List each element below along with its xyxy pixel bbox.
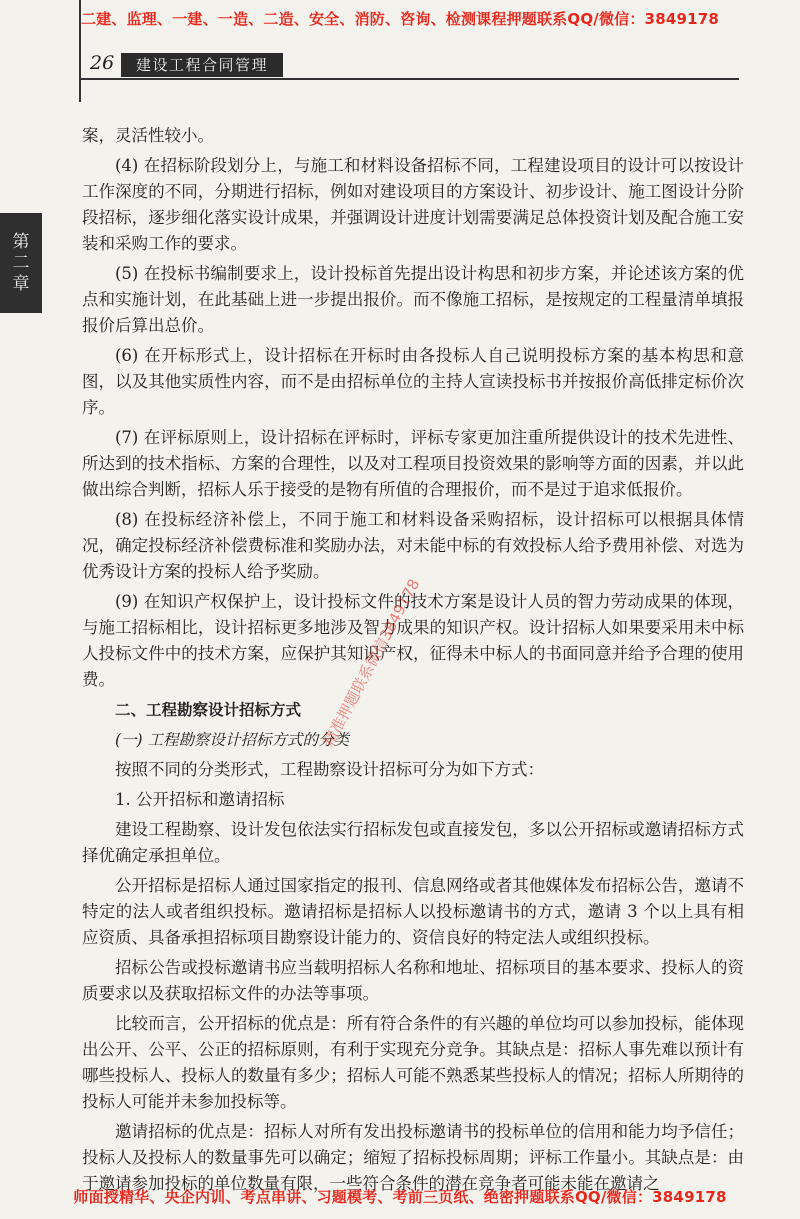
paragraph: 1. 公开招标和邀请招标 xyxy=(115,790,285,809)
section-heading: 二、工程勘察设计招标方式 xyxy=(115,701,302,719)
paragraph: (9) 在知识产权保护上，设计投标文件的技术方案是设计人员的智力劳动成果的体现，与施工招标相比，设计招标更多地涉及智力成果的知识产权。设计招标人如果要采用未中标人投标文件中的技术方案，应保护其知识产权，征得未中标人的书面同意并给予合理的使用费。 xyxy=(82,592,744,689)
paragraph: (6) 在开标形式上，设计招标在开标时由各投标人自己说明投标方案的基本构思和意图，以及其他实质性内容，而不是由招标单位的主持人宣读投标书并按报价高低排定标价次序。 xyxy=(82,346,744,417)
chapter-tab-char: 第 xyxy=(12,231,30,252)
subsection-heading: (一) 工程勘察设计招标方式的分类 xyxy=(115,731,350,749)
paragraph: 按照不同的分类形式，工程勘察设计招标可分为如下方式： xyxy=(115,760,544,779)
header-rule xyxy=(79,78,739,80)
paragraph: 比较而言，公开招标的优点是：所有符合条件的有兴趣的单位均可以参加投标，能体现出公开、公平、公正的招标原则，有利于实现充分竞争。其缺点是：招标人事先难以预计有哪些投标人、投标人的数量有多少；招标人可能不熟悉某些投标人的情况；招标人所期待的投标人可能并未参加投标等。 xyxy=(82,1014,744,1111)
margin-vertical-rule xyxy=(79,0,81,102)
chapter-tab xyxy=(0,213,42,313)
running-header-title: 建设工程合同管理 xyxy=(121,53,283,77)
top-banner: 二建、监理、一建、一造、二造、安全、消防、咨询、检测课程押题联系QQ/微信：3849178 xyxy=(80,10,720,28)
paragraph: (7) 在评标原则上，设计招标在评标时，评标专家更加注重所提供设计的技术先进性、所达到的技术指标、方案的合理性，以及对工程项目投资效果的影响等方面的因素，并以此做出综合判断，招标人乐于接受的是物有所值的合理报价，而不是过于追求低报价。 xyxy=(82,428,744,499)
paragraph: (5) 在投标书编制要求上，设计投标首先提出设计构思和初步方案，并论述该方案的优点和实施计划，在此基础上进一步提出报价。而不像施工招标，是按规定的工程量清单填报报价后算出总价。 xyxy=(82,264,744,335)
chapter-tab-char: 章 xyxy=(12,273,30,294)
page-number: 26 xyxy=(90,52,115,74)
paragraph: 招标公告或投标邀请书应当载明招标人名称和地址、招标项目的基本要求、投标人的资质要求以及获取招标文件的办法等事项。 xyxy=(82,958,744,1003)
paragraph: (4) 在招标阶段划分上，与施工和材料设备招标不同，工程建设项目的设计可以按设计工作深度的不同，分期进行招标，例如对建设项目的方案设计、初步设计、施工图设计分阶段招标，逐步细化落实设计成果，并强调设计进度计划需要满足总体投资计划及配合施工安装和采购工作的要求。 xyxy=(82,156,744,253)
paragraph: 公开招标是招标人通过国家指定的报刊、信息网络或者其他媒体发布招标公告，邀请不特定的法人或者组织投标。邀请招标是招标人以投标邀请书的方式，邀请 3 个以上具有相应资质、具备承担招标项目勘察设计能力的、资信良好的特定法人或组织投标。 xyxy=(82,876,744,947)
bottom-banner: 师面授精华、央企内训、考点串讲、习题模考、考前三页纸、绝密押题联系QQ/微信：3849178 xyxy=(73,1188,727,1206)
watermark: 精准押题联系微信3849178 xyxy=(319,575,424,750)
chapter-tab-char: 二 xyxy=(12,252,30,273)
paragraph: 案，灵活性较小。 xyxy=(82,126,214,145)
paragraph: 建设工程勘察、设计发包依法实行招标发包或直接发包，多以公开招标或邀请招标方式择优确定承担单位。 xyxy=(82,820,744,865)
paragraph: 邀请招标的优点是：招标人对所有发出投标邀请书的投标单位的信用和能力均予信任；投标人及投标人的数量事先可以确定；缩短了招标投标周期；评标工作量小。其缺点是：由于邀请参加投标的单位数量有限，一些符合条件的潜在竞争者可能未能在邀请之 xyxy=(82,1122,744,1193)
paragraph: (8) 在投标经济补偿上，不同于施工和材料设备采购招标，设计招标可以根据具体情况，确定投标经济补偿费标准和奖励办法，对未能中标的有效投标人给予费用补偿、对选为优秀设计方案的投标人给予奖励。 xyxy=(82,510,744,581)
